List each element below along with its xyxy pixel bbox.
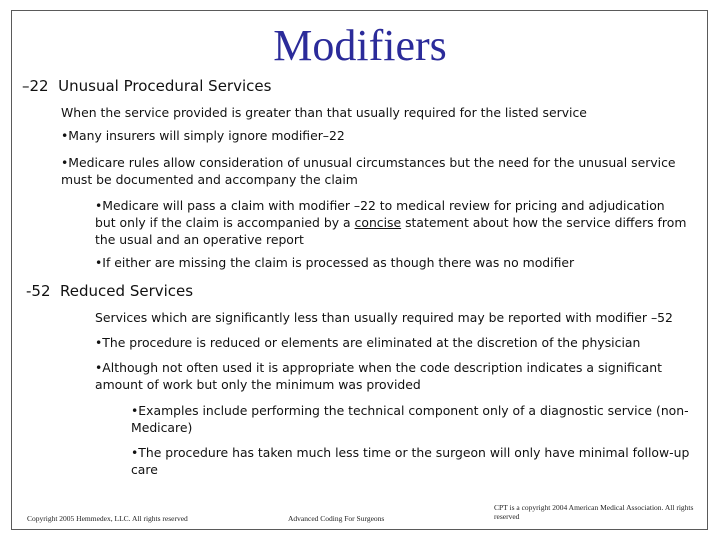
section-heading-52 xyxy=(26,282,193,300)
sub-bullet-missing-claim: •If either are missing the claim is processed as though there was no modifier xyxy=(95,255,575,270)
bullet-insurers-ignore: •Many insurers will simply ignore modifier–22 xyxy=(61,128,345,143)
page-title: Modifiers xyxy=(273,21,447,70)
modifier-name: Unusual Procedural Services xyxy=(58,77,272,95)
sub-bullet-text: statement about how the service differs from the usual and an operative report xyxy=(95,215,687,247)
footer-cpt-notice: CPT is a copyright 2004 American Medical Association. All rights reserved xyxy=(494,503,694,521)
modifier-code: -52 xyxy=(26,282,51,300)
modifier-name: Reduced Services xyxy=(60,282,194,300)
footer-copyright: Copyright 2005 Hemmedex, LLC. All rights reserved xyxy=(27,514,188,523)
footer-course-title: Advanced Coding For Surgeons xyxy=(288,514,385,523)
sub-bullet-less-time: •The procedure has taken much less time or the surgeon will only have minimal follow-up care xyxy=(131,445,690,477)
section-intro-22: When the service provided is greater than that usually required for the listed service xyxy=(61,105,587,120)
underlined-word: concise xyxy=(354,215,402,230)
sub-bullet-medical-review xyxy=(95,197,689,248)
bullet-procedure-reduced: •The procedure is reduced or elements are eliminated at the discretion of the physician xyxy=(95,335,641,350)
section-heading-22 xyxy=(22,77,271,95)
bullet-not-often-used: •Although not often used it is appropriate when the code description indicates a significant amount of work but only the minimum was provided xyxy=(95,360,662,392)
bullet-medicare-rules: •Medicare rules allow consideration of unusual circumstances but the need for the unusual service must be documented and accompany the claim xyxy=(61,155,676,187)
sub-bullet-text: •Medicare will pass a claim with modifier –22 to medical review for pricing and adjudication but only if the claim is accompanied by a xyxy=(95,198,665,230)
modifier-code: –22 xyxy=(22,77,49,95)
section-intro-52: Services which are significantly less than usually required may be reported with modifier –52 xyxy=(95,310,673,325)
sub-bullet-examples: •Examples include performing the technical component only of a diagnostic service (non-Medicare) xyxy=(131,403,689,435)
